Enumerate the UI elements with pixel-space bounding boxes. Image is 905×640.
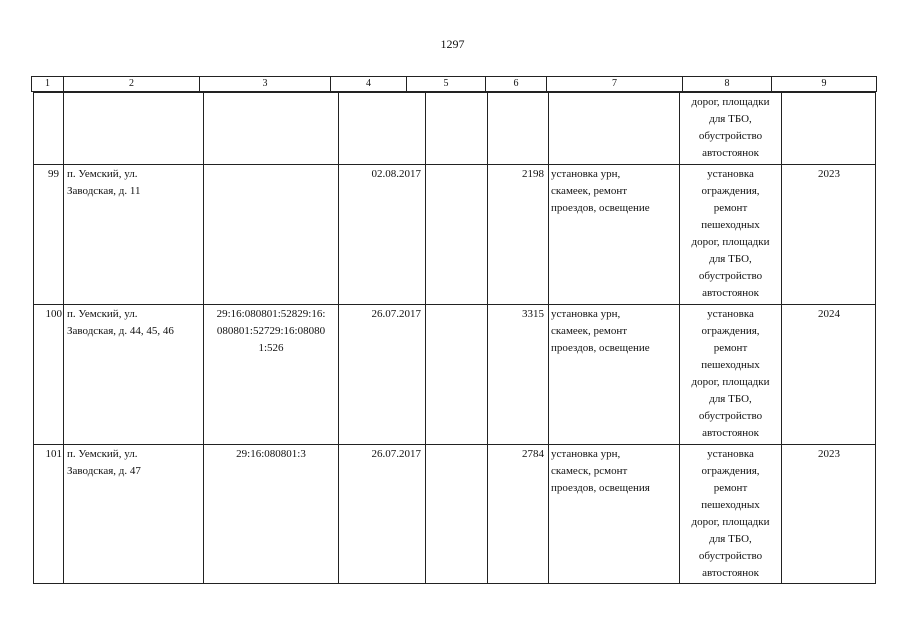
page-number: 1297	[440, 37, 465, 51]
header-col-8: 8	[682, 77, 771, 91]
row-divider	[34, 164, 875, 165]
header-col-3: 3	[199, 77, 330, 91]
works-cell: установка урн, скамеск, рсмонт проездов, освещения	[551, 448, 650, 494]
works2-cell: установка ограждения, ремонт пешеходных дорог, площадки для ТБО, обустройство автостоянок	[691, 448, 770, 579]
column-divider	[425, 93, 426, 583]
header-col-7: 7	[546, 77, 682, 91]
header-col-4: 4	[330, 77, 406, 91]
works2-cell: установка ограждения, ремонт пешеходных дорог, площадки для ТБО, обустройство автостоянок	[691, 308, 770, 439]
date-cell: 02.08.2017	[371, 168, 421, 180]
continuation-col8: дорог, площадки для ТБО, обустройство автостоянок	[691, 96, 770, 159]
header-col-6: 6	[485, 77, 546, 91]
column-divider	[548, 93, 549, 583]
column-divider	[63, 93, 64, 583]
column-number-header	[31, 76, 877, 92]
date-cell: 26.07.2017	[371, 448, 421, 460]
area-cell: 3315	[522, 308, 544, 320]
date-cell: 26.07.2017	[371, 308, 421, 320]
cadastral-cell: 29:16:080801:3	[236, 448, 306, 460]
address-cell: п. Уемский, ул. Заводская, д. 47	[67, 448, 141, 477]
data-table	[33, 92, 876, 584]
row-number: 101	[45, 448, 62, 460]
header-col-2: 2	[63, 77, 199, 91]
row-number: 100	[45, 308, 62, 320]
area-cell: 2198	[522, 168, 544, 180]
row-number: 99	[48, 168, 59, 180]
header-col-5: 5	[406, 77, 485, 91]
address-cell: п. Уемский, ул. Заводская, д. 44, 45, 46	[67, 308, 174, 337]
header-col-9: 9	[771, 77, 876, 91]
area-cell: 2784	[522, 448, 544, 460]
row-divider	[34, 304, 875, 305]
address-cell: п. Уемский, ул. Заводская, д. 11	[67, 168, 141, 197]
works2-cell: установка ограждения, ремонт пешеходных дорог, площадки для ТБО, обустройство автостоянок	[691, 168, 770, 299]
year-cell: 2023	[818, 168, 840, 180]
cadastral-cell: 29:16:080801:52829:16: 080801:52729:16:08080 1:526	[216, 308, 326, 354]
header-col-1: 1	[45, 78, 50, 89]
year-cell: 2024	[818, 308, 840, 320]
row-divider	[34, 444, 875, 445]
works-cell: установка урн, скамеек, ремонт проездов, освещение	[551, 168, 650, 214]
works-cell: установка урн, скамеек, ремонт проездов, освещение	[551, 308, 650, 354]
year-cell: 2023	[818, 448, 840, 460]
